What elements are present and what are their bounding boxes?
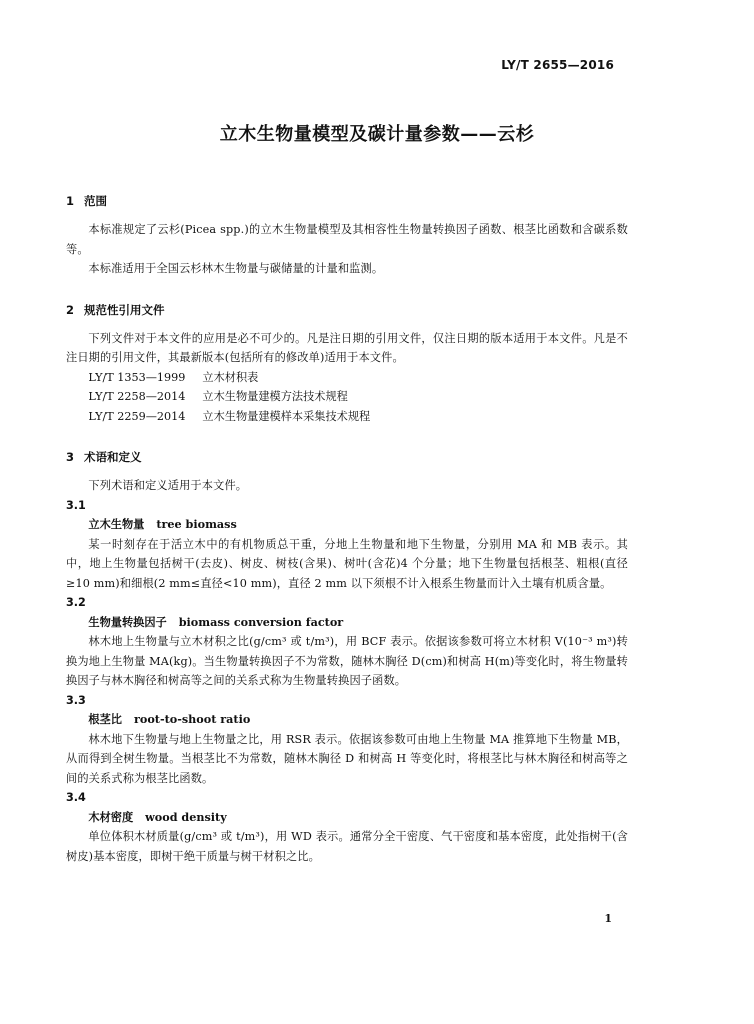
reference-name: 立木生物量建模样本采集技术规程 <box>202 409 371 423</box>
section-number: 3 <box>66 450 75 464</box>
term-definition: 林木地上生物量与立木材积之比(g/cm³ 或 t/m³)，用 BCF 表示。依据该参数可将立木材积 V(10⁻³ m³)转换为地上生物量 MA(kg)。当生物量转换因子不为常数，随林木胸径 D(cm)和树高 H(m)等变化时，将生物量转换因子与林木胸径和树高等之间的关系式称为生物量转换因子函数。 <box>66 635 628 687</box>
term-heading <box>66 613 628 633</box>
document-title: 立木生物量模型及碳计量参数——云杉 <box>219 124 535 145</box>
term-en: biomass conversion factor <box>178 614 344 629</box>
paragraph: 本标准适用于全国云杉林木生物量与碳储量的计量和监测。 <box>88 262 384 275</box>
term-definition: 林木地下生物量与地上生物量之比，用 RSR 表示。依据该参数可由地上生物量 MA 推算地下生物量 MB，从而得到全树生物量。当根茎比不为常数，随林木胸径 D 和树高 H 等变化时，将根茎比与林木胸径和树高等之间的关系式称为根茎比函数。 <box>66 732 628 785</box>
section-title: 范围 <box>84 194 107 208</box>
section-title: 规范性引用文件 <box>84 302 165 317</box>
term-number: 3.3 <box>66 693 86 707</box>
section-heading-normative-references <box>66 301 628 319</box>
paragraph: 下列文件对于本文件的应用是必不可少的。凡是注日期的引用文件，仅注日期的版本适用于本文件。凡是不注日期的引用文件，其最新版本(包括所有的修改单)适用于本文件。 <box>66 331 628 364</box>
term-heading <box>66 808 628 828</box>
term-definition: 某一时刻存在于活立木中的有机物质总干重，分地上生物量和地下生物量，分别用 MA 和 MB 表示。其中，地上生物量包括树干(去皮)、树皮、树枝(含果)、树叶(含花)4 个分量；地下生物量包括根茎、粗根(直径≥10 mm)和细根(2 mm≤直径<10 mm)，直径 2 mm 以下须根不计入根系生物量而计入土壤有机质含量。 <box>66 537 628 590</box>
term-zh: 生物量转换因子 <box>88 615 167 629</box>
standard-code: LY/T 2655—2016 <box>501 58 614 72</box>
term-zh: 根茎比 <box>88 713 122 726</box>
page-number: 1 <box>604 912 612 925</box>
section-number: 1 <box>66 194 75 208</box>
reference-code: LY/T 1353—1999 <box>88 370 186 384</box>
term-zh: 木材密度 <box>88 810 134 824</box>
term-zh: 立木生物量 <box>88 518 145 531</box>
term-heading <box>66 515 628 535</box>
document-body <box>66 192 628 866</box>
section-number: 2 <box>66 302 75 317</box>
section-heading-scope <box>66 192 628 210</box>
paragraph: 本标准规定了云杉(Picea spp.)的立木生物量模型及其相容性生物量转换因子函数、根茎比函数和含碳系数等。 <box>66 223 628 256</box>
reference-name: 立木生物量建模方法技术规程 <box>202 390 348 403</box>
reference-item <box>66 387 628 407</box>
reference-item <box>66 368 628 388</box>
reference-item <box>66 407 628 427</box>
term-en: wood density <box>145 809 227 824</box>
reference-code: LY/T 2258—2014 <box>88 390 186 403</box>
term-heading <box>66 710 628 730</box>
term-number: 3.2 <box>66 596 86 609</box>
paragraph: 下列术语和定义适用于本文件。 <box>88 479 248 492</box>
term-en: root-to-shoot ratio <box>133 712 251 726</box>
term-number: 3.1 <box>66 498 86 512</box>
term-en: tree biomass <box>156 517 237 531</box>
term-number: 3.4 <box>66 791 86 804</box>
section-title: 术语和定义 <box>84 450 142 464</box>
section-heading-terms <box>66 448 628 466</box>
reference-name: 立木材积表 <box>202 370 259 384</box>
term-definition: 单位体积木材质量(g/cm³ 或 t/m³)，用 WD 表示。通常分全干密度、气干密度和基本密度，此处指树干(含树皮)基本密度，即树干绝干质量与树干材积之比。 <box>66 830 628 863</box>
reference-code: LY/T 2259—2014 <box>88 409 186 423</box>
